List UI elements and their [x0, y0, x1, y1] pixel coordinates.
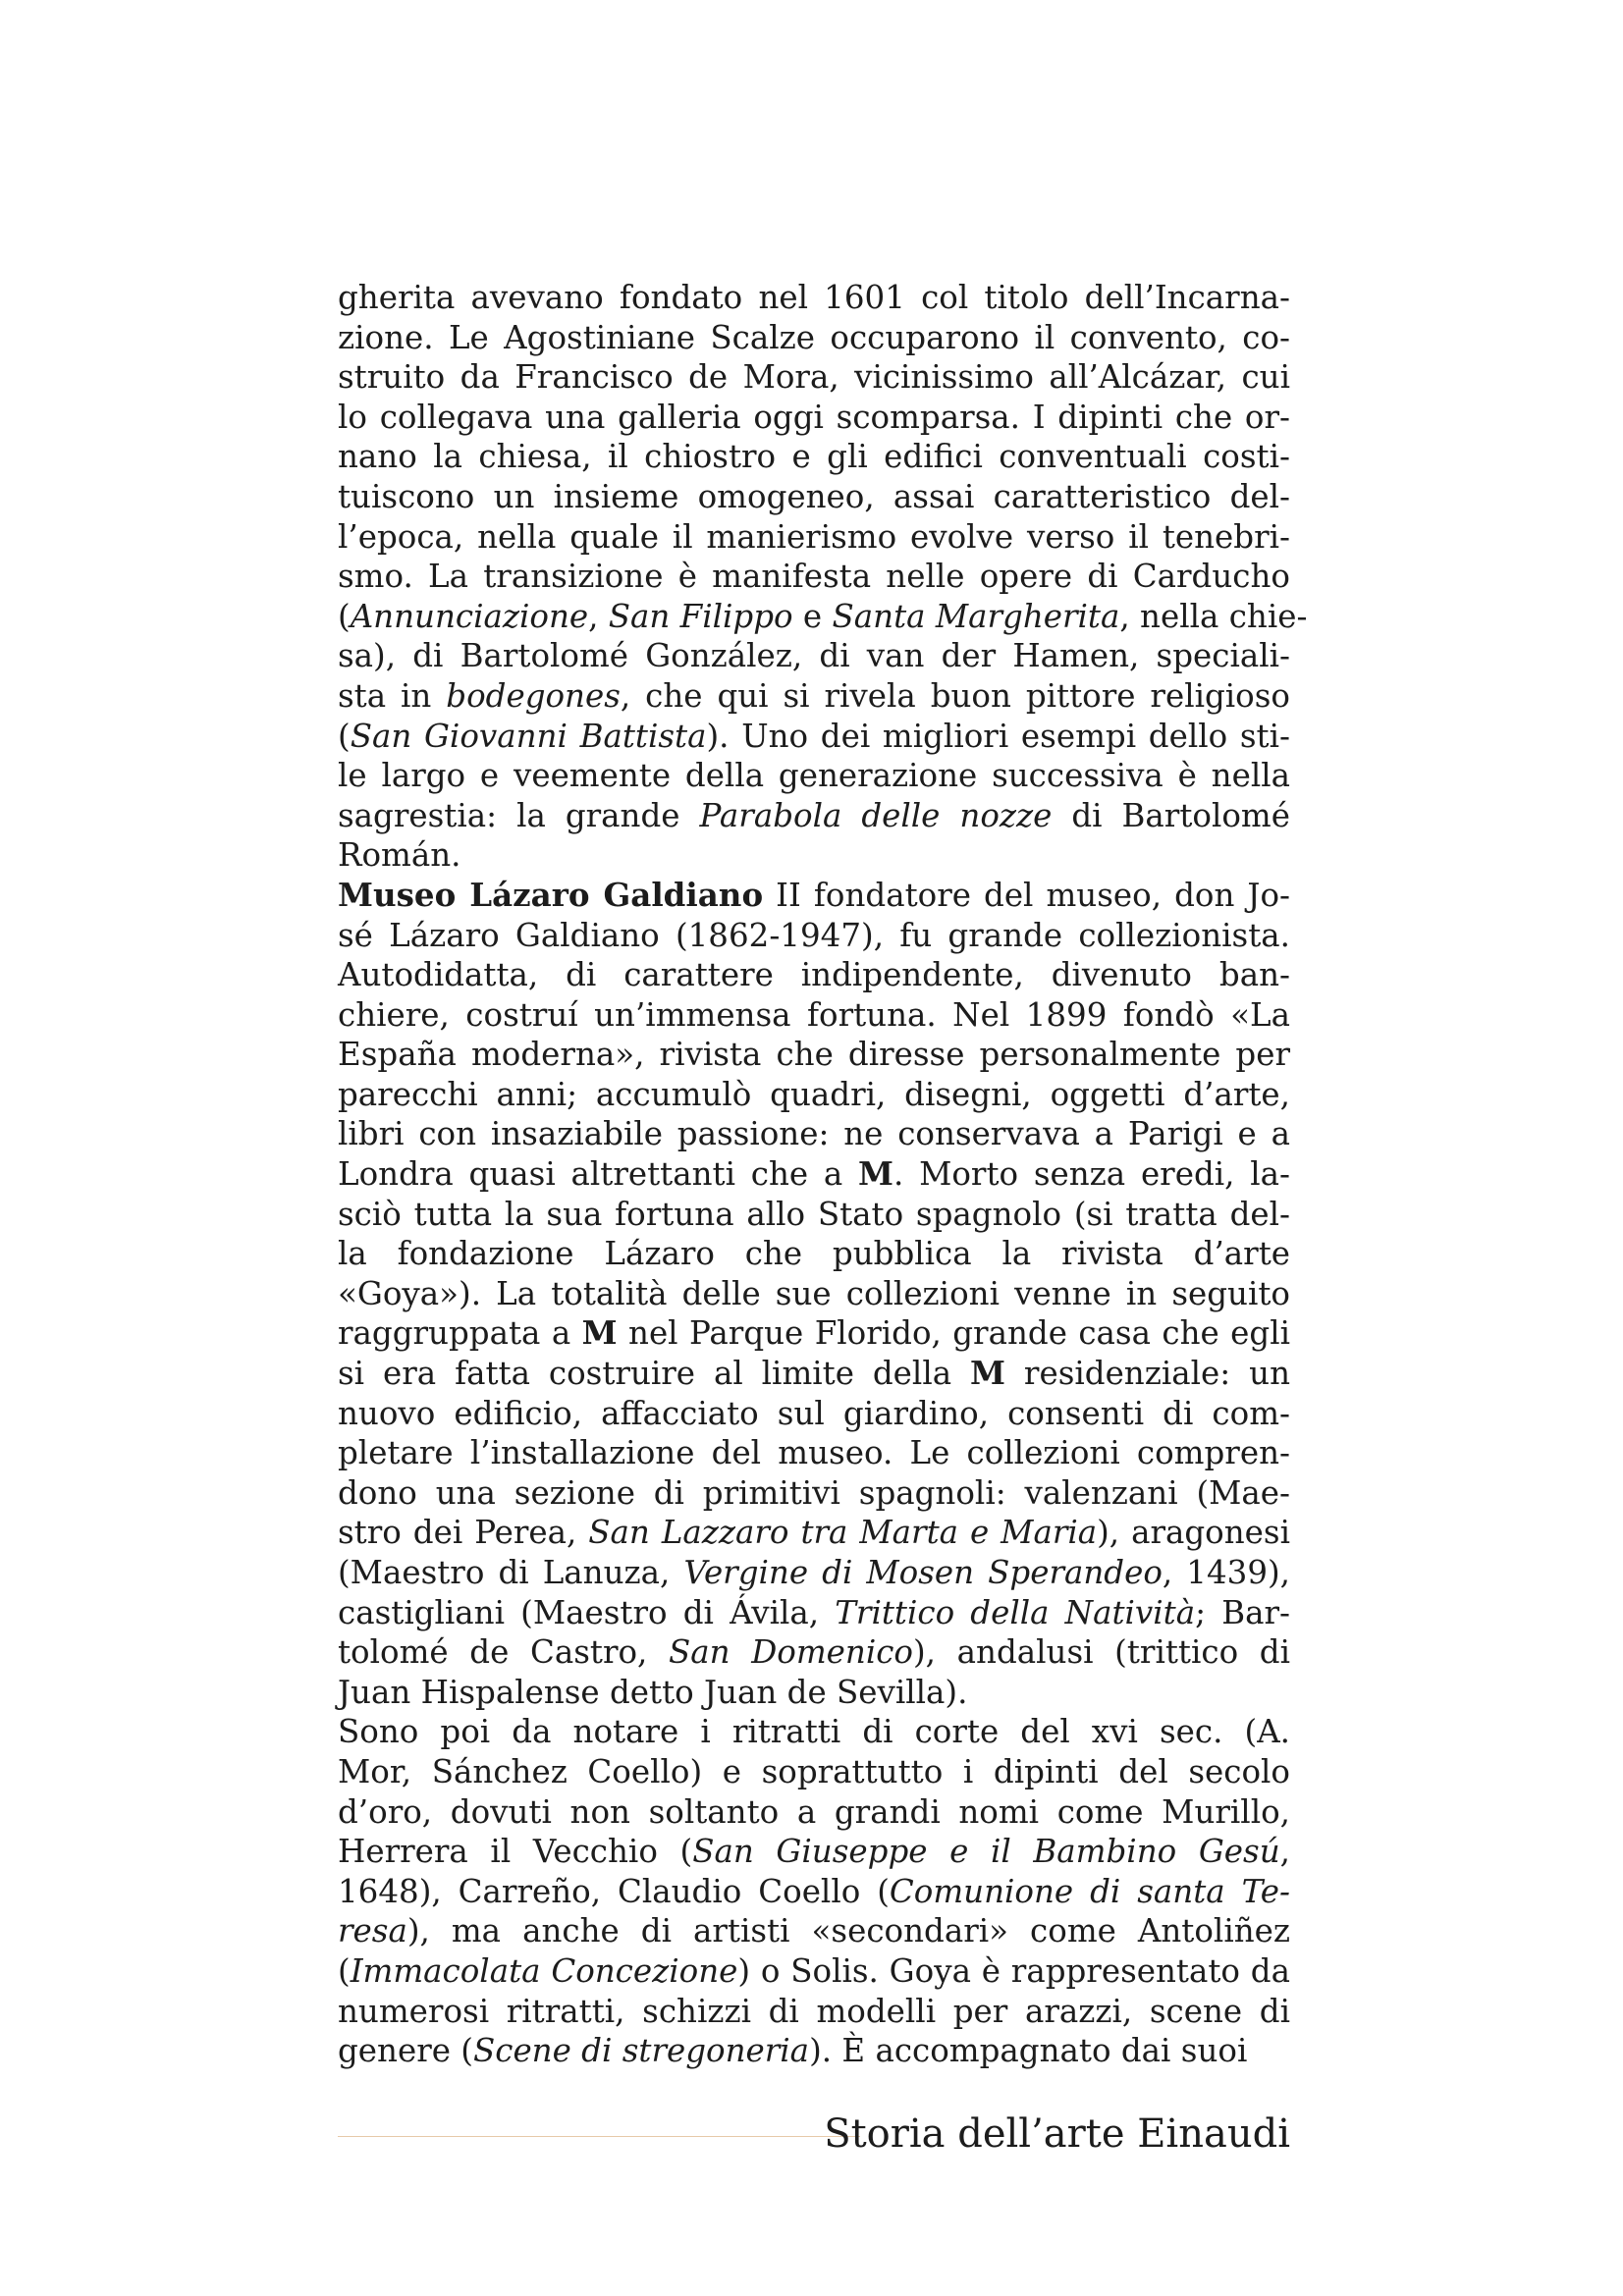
- bold-text: Museo Lázaro Galdiano: [338, 875, 764, 914]
- text-segment: (: [338, 597, 351, 635]
- text-line: [338, 916, 1290, 956]
- text-segment: pletare l’installazione del museo. Le collezioni compren-: [338, 1434, 1290, 1472]
- text-line: [338, 676, 1290, 717]
- body-text: [338, 278, 1308, 2071]
- text-line: [338, 717, 1290, 757]
- italic-title: San Filippo: [608, 597, 793, 635]
- italic-title: Parabola delle nozze: [699, 796, 1053, 834]
- text-line: [338, 1195, 1290, 1235]
- text-segment: struito da Francisco de Mora, vicinissimo all’Alcázar, cui: [338, 358, 1290, 397]
- text-segment: la fondazione Lázaro che pubblica la rivista d’arte: [338, 1235, 1290, 1273]
- text-segment: (: [338, 1951, 351, 1990]
- text-segment: parecchi anni; accumulò quadri, disegni, oggetti d’arte,: [338, 1075, 1290, 1113]
- text-segment: raggruppata a: [338, 1314, 582, 1353]
- text-line: [338, 1473, 1290, 1514]
- text-segment: stro dei Perea,: [338, 1514, 589, 1552]
- text-line: [338, 1274, 1290, 1314]
- text-segment: nano la chiesa, il chiostro e gli edifici conventuali costi-: [338, 438, 1290, 476]
- bold-text: M: [970, 1354, 1005, 1393]
- text-segment: tolomé de Castro,: [338, 1633, 670, 1672]
- italic-title: San Giuseppe e il Bambino Gesú: [692, 1833, 1280, 1871]
- text-segment: ,: [1279, 1833, 1290, 1871]
- text-line: [338, 1313, 1290, 1354]
- text-segment: gherita avevano fondato nel 1601 col titolo dell’Incarna-: [338, 279, 1290, 316]
- text-segment: Sono poi da notare i ritratti di corte del xvi sec. (A.: [338, 1713, 1290, 1751]
- text-line: [338, 278, 1290, 318]
- text-segment: l’epoca, nella quale il manierismo evolve verso il tenebri-: [338, 517, 1290, 556]
- text-line: [338, 835, 1290, 876]
- text-line: [338, 357, 1290, 398]
- text-line: [338, 398, 1290, 438]
- text-line: [338, 477, 1290, 517]
- text-line: [338, 1911, 1290, 1951]
- text-segment: Autodidatta, di carattere indipendente, divenuto ban-: [338, 956, 1290, 994]
- text-line: [338, 1712, 1290, 1752]
- text-line: [338, 1752, 1290, 1792]
- text-segment: ). È accompagnato dai suoi: [809, 2032, 1248, 2070]
- italic-title: San Domenico: [669, 1633, 913, 1672]
- text-segment: «Goya»). La totalità delle sue collezioni venne in seguito: [338, 1274, 1290, 1312]
- text-segment: numerosi ritratti, schizzi di modelli per arazzi, scene di: [338, 1992, 1290, 2030]
- text-segment: ), aragonesi: [1097, 1514, 1290, 1552]
- text-segment: zione. Le Agostiniane Scalze occuparono il convento, co-: [338, 318, 1290, 356]
- text-segment: e: [792, 597, 833, 635]
- text-line: [338, 1673, 1290, 1713]
- text-line: [338, 796, 1290, 836]
- text-segment: ), andalusi (trittico di: [913, 1633, 1290, 1672]
- text-segment: Román.: [338, 836, 461, 875]
- text-line: [338, 1354, 1290, 1394]
- text-segment: dono una sezione di primitivi spagnoli: valenzani (Mae-: [338, 1473, 1290, 1512]
- italic-title: Immacolata Concezione: [350, 1951, 738, 1990]
- text-line: [338, 1035, 1290, 1075]
- text-line: [338, 1951, 1290, 1992]
- italic-title: San Lazzaro tra Marta e Maria: [588, 1514, 1098, 1552]
- text-line: [338, 1394, 1290, 1434]
- text-segment: ,: [588, 597, 609, 635]
- footer-title: Storia dell’arte Einaudi: [824, 2111, 1290, 2157]
- text-segment: ; Bar-: [1195, 1593, 1291, 1631]
- text-segment: castigliani (Maestro di Ávila,: [338, 1593, 836, 1631]
- text-segment: (: [338, 717, 351, 755]
- text-segment: sé Lázaro Galdiano (1862-1947), fu grande collezionista.: [338, 916, 1290, 954]
- text-segment: Mor, Sánchez Coello) e soprattutto i dipinti del secolo: [338, 1752, 1290, 1790]
- text-line: [338, 876, 1290, 916]
- text-segment: ). Uno dei migliori esempi dello sti-: [706, 717, 1290, 755]
- italic-title: Annunciazione: [350, 597, 589, 635]
- text-segment: . Morto senza eredi, la-: [893, 1155, 1290, 1194]
- text-line: [338, 1553, 1290, 1593]
- italic-title: Trittico della Natività: [835, 1593, 1196, 1631]
- text-segment: di Bartolomé: [1052, 796, 1290, 834]
- text-line: [338, 636, 1290, 676]
- text-segment: Londra quasi altrettanti che a: [338, 1155, 858, 1194]
- text-line: [338, 955, 1290, 995]
- text-segment: residenziale: un: [1005, 1355, 1290, 1393]
- italic-title: Santa Margherita: [832, 597, 1120, 635]
- text-line: [338, 995, 1290, 1036]
- text-segment: sciò tutta la sua fortuna allo Stato spagnolo (si tratta del-: [338, 1195, 1290, 1233]
- text-segment: chiere, costruí un’immensa fortuna. Nel 1899 fondò «La: [338, 995, 1290, 1034]
- text-line: [338, 318, 1290, 358]
- text-line: [338, 1114, 1290, 1154]
- italic-title: bodegones: [446, 676, 621, 715]
- text-segment: nuovo edificio, affacciato sul giardino, consenti di com-: [338, 1394, 1290, 1432]
- text-segment: Juan Hispalense detto Juan de Sevilla).: [338, 1673, 968, 1711]
- italic-title: Scene di stregoneria: [472, 2032, 810, 2070]
- text-segment: , che qui si rivela buon pittore religioso: [620, 676, 1290, 715]
- text-line: [338, 1632, 1290, 1673]
- text-line: [338, 557, 1290, 597]
- text-segment: smo. La transizione è manifesta nelle opere di Carducho: [338, 558, 1290, 596]
- text-segment: II fondatore del museo, don Jo-: [763, 876, 1290, 914]
- text-line: [338, 1433, 1290, 1473]
- text-line: [338, 1792, 1290, 1833]
- italic-title: Vergine di Mosen Sperandeo: [683, 1554, 1163, 1591]
- text-line: [338, 756, 1290, 796]
- bold-text: M: [858, 1154, 893, 1194]
- text-segment: libri con insaziabile passione: ne conservava a Parigi e a: [338, 1115, 1290, 1153]
- text-segment: le largo e veemente della generazione successiva è nella: [338, 757, 1290, 795]
- bold-text: M: [581, 1313, 618, 1353]
- text-segment: lo collegava una galleria oggi scomparsa. I dipinti che or-: [338, 398, 1290, 436]
- text-line: [338, 1513, 1290, 1553]
- text-segment: sagrestia: la grande: [338, 796, 700, 834]
- italic-title: San Giovanni Battista: [350, 717, 707, 755]
- text-line: [338, 1872, 1290, 1912]
- text-line: [338, 1234, 1290, 1274]
- text-segment: , 1439),: [1162, 1554, 1291, 1591]
- text-line: [338, 1992, 1290, 2032]
- text-segment: ), ma anche di artisti «secondari» come Antoliñez: [406, 1912, 1290, 1950]
- text-segment: si era fatta costruire al limite della: [338, 1355, 971, 1393]
- text-line: [338, 437, 1290, 477]
- text-line: [338, 597, 1308, 637]
- text-line: [338, 1075, 1290, 1115]
- text-segment: d’oro, dovuti non soltanto a grandi nomi come Murillo,: [338, 1792, 1290, 1831]
- text-line: [338, 2031, 1290, 2071]
- text-segment: sta in: [338, 676, 447, 715]
- text-segment: (Maestro di Lanuza,: [338, 1554, 684, 1591]
- text-line: [338, 1154, 1290, 1195]
- text-segment: tuiscono un insieme omogeneo, assai caratteristico del-: [338, 477, 1290, 515]
- italic-title: Comunione di santa Te-: [889, 1872, 1290, 1910]
- text-segment: Herrera il Vecchio (: [338, 1833, 693, 1871]
- text-segment: genere (: [338, 2032, 473, 2070]
- text-line: [338, 1832, 1290, 1872]
- italic-title: resa: [338, 1912, 407, 1950]
- text-segment: nel Parque Florido, grande casa che egli: [617, 1314, 1290, 1353]
- text-segment: ) o Solis. Goya è rappresentato da: [737, 1951, 1290, 1990]
- text-segment: , nella chie-: [1119, 597, 1308, 635]
- text-segment: España moderna», rivista che diresse personalmente per: [338, 1036, 1290, 1074]
- text-line: [338, 517, 1290, 558]
- text-segment: sa), di Bartolomé González, di van der Hamen, speciali-: [338, 637, 1290, 675]
- footer-rule: [338, 2136, 860, 2137]
- text-segment: 1648), Carreño, Claudio Coello (: [338, 1872, 890, 1910]
- text-line: [338, 1593, 1290, 1633]
